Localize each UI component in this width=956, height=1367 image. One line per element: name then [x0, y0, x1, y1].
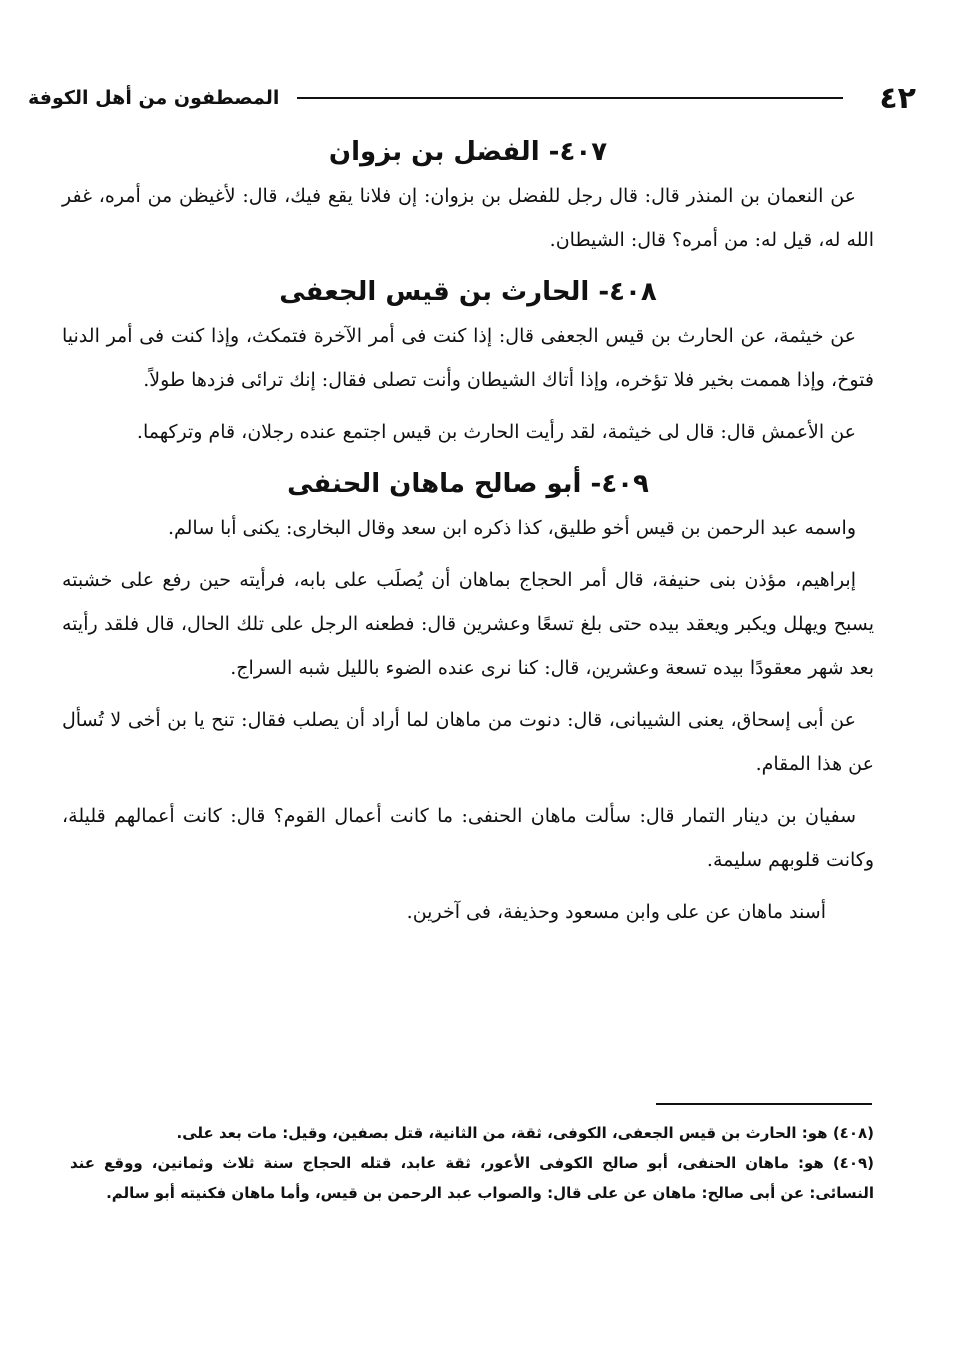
footnotes [70, 1118, 874, 1208]
entry-407 [62, 130, 874, 262]
entry-heading: ٤٠٧- الفضل بن بزوان [328, 137, 608, 167]
footnote-text: هو: الحارث بن قيس الجعفى، الكوفى، ثقة، من الثانية، قتل بصفين، وقيل: مات بعد على. [176, 1124, 828, 1142]
paragraph: إبراهيم، مؤذن بنى حنيفة، قال أمر الحجاج بماهان أن يُصلَب على بابه، فرأيته حين رفع على خشبته يسبح ويهلل ويكبر ويعقد بيده حتى بلغ تسعًا وعشرين قال: فطعنه الرجل على تلك الحال، قال فلقد رأيته بعد شهر معقودًا بيده تسعة وعشرين، قال: كنا نرى عنده الضوء بالليل شبه السراج. [62, 569, 874, 679]
page-number: ٤٢ [879, 80, 916, 116]
paragraph: سفيان بن دينار التمار قال: سألت ماهان الحنفى: ما كانت أعمال القوم؟ قال: كانت أعمالهم قليلة، وكانت قلوبهم سليمة. [62, 805, 874, 871]
footnote-rule [656, 1103, 872, 1105]
footnote-text: هو: ماهان الحنفى، أبو صالح الكوفى الأعور، ثقة عابد، قتله الحجاج سنة ثلاث وثمانين، ووقع عند النسائى: عن أبى صالح: ماهان عن على قال: والصواب عبد الرحمن بن قيس، وأما ماهان فكنيته أبو سالم. [70, 1154, 874, 1202]
header-rule [297, 97, 843, 99]
footnote-408 [70, 1118, 874, 1148]
entry-409 [62, 462, 874, 934]
entry-408 [62, 270, 874, 454]
paragraph: عن أبى إسحاق، يعنى الشيبانى، قال: دنوت من ماهان لما أراد أن يصلب فقال: تنح يا بن أخى لا تُسأل عن هذا المقام. [62, 709, 874, 775]
footnote-marker: (٤٠٨) [832, 1124, 874, 1142]
footnote-marker: (٤٠٩) [832, 1154, 874, 1172]
main-text [62, 130, 874, 942]
footnote-409 [70, 1148, 874, 1208]
running-title: المصطفون من أهل الكوفة [28, 87, 280, 109]
paragraph: أسند ماهان عن على وابن مسعود وحذيفة، فى آخرين. [406, 901, 826, 923]
paragraph: واسمه عبد الرحمن بن قيس أخو طليق، كذا ذكره ابن سعد وقال البخارى: يكنى أبا سالم. [167, 517, 856, 539]
entry-heading: ٤٠٨- الحارث بن قيس الجعفى [279, 277, 657, 307]
page-header [28, 78, 916, 118]
entry-heading: ٤٠٩- أبو صالح ماهان الحنفى [287, 469, 649, 499]
paragraph: عن النعمان بن المنذر قال: قال رجل للفضل بن بزوان: إن فلانا يقع فيك، قال: لأغيظن من أمره، غفر الله له، قيل له: من أمره؟ قال: الشيطان. [62, 185, 874, 251]
paragraph: عن خيثمة، عن الحارث بن قيس الجعفى قال: إذا كنت فى أمر الآخرة فتمكث، وإذا كنت فى أمر الدنيا فتوخ، وإذا هممت بخير فلا تؤخره، وإذا أتاك الشيطان وأنت تصلى فقال: إنك ترائى فزدها طولاً. [62, 325, 874, 391]
paragraph: عن الأعمش قال: قال لى خيثمة، لقد رأيت الحارث بن قيس اجتمع عنده رجلان، قام وتركهما. [136, 421, 856, 443]
